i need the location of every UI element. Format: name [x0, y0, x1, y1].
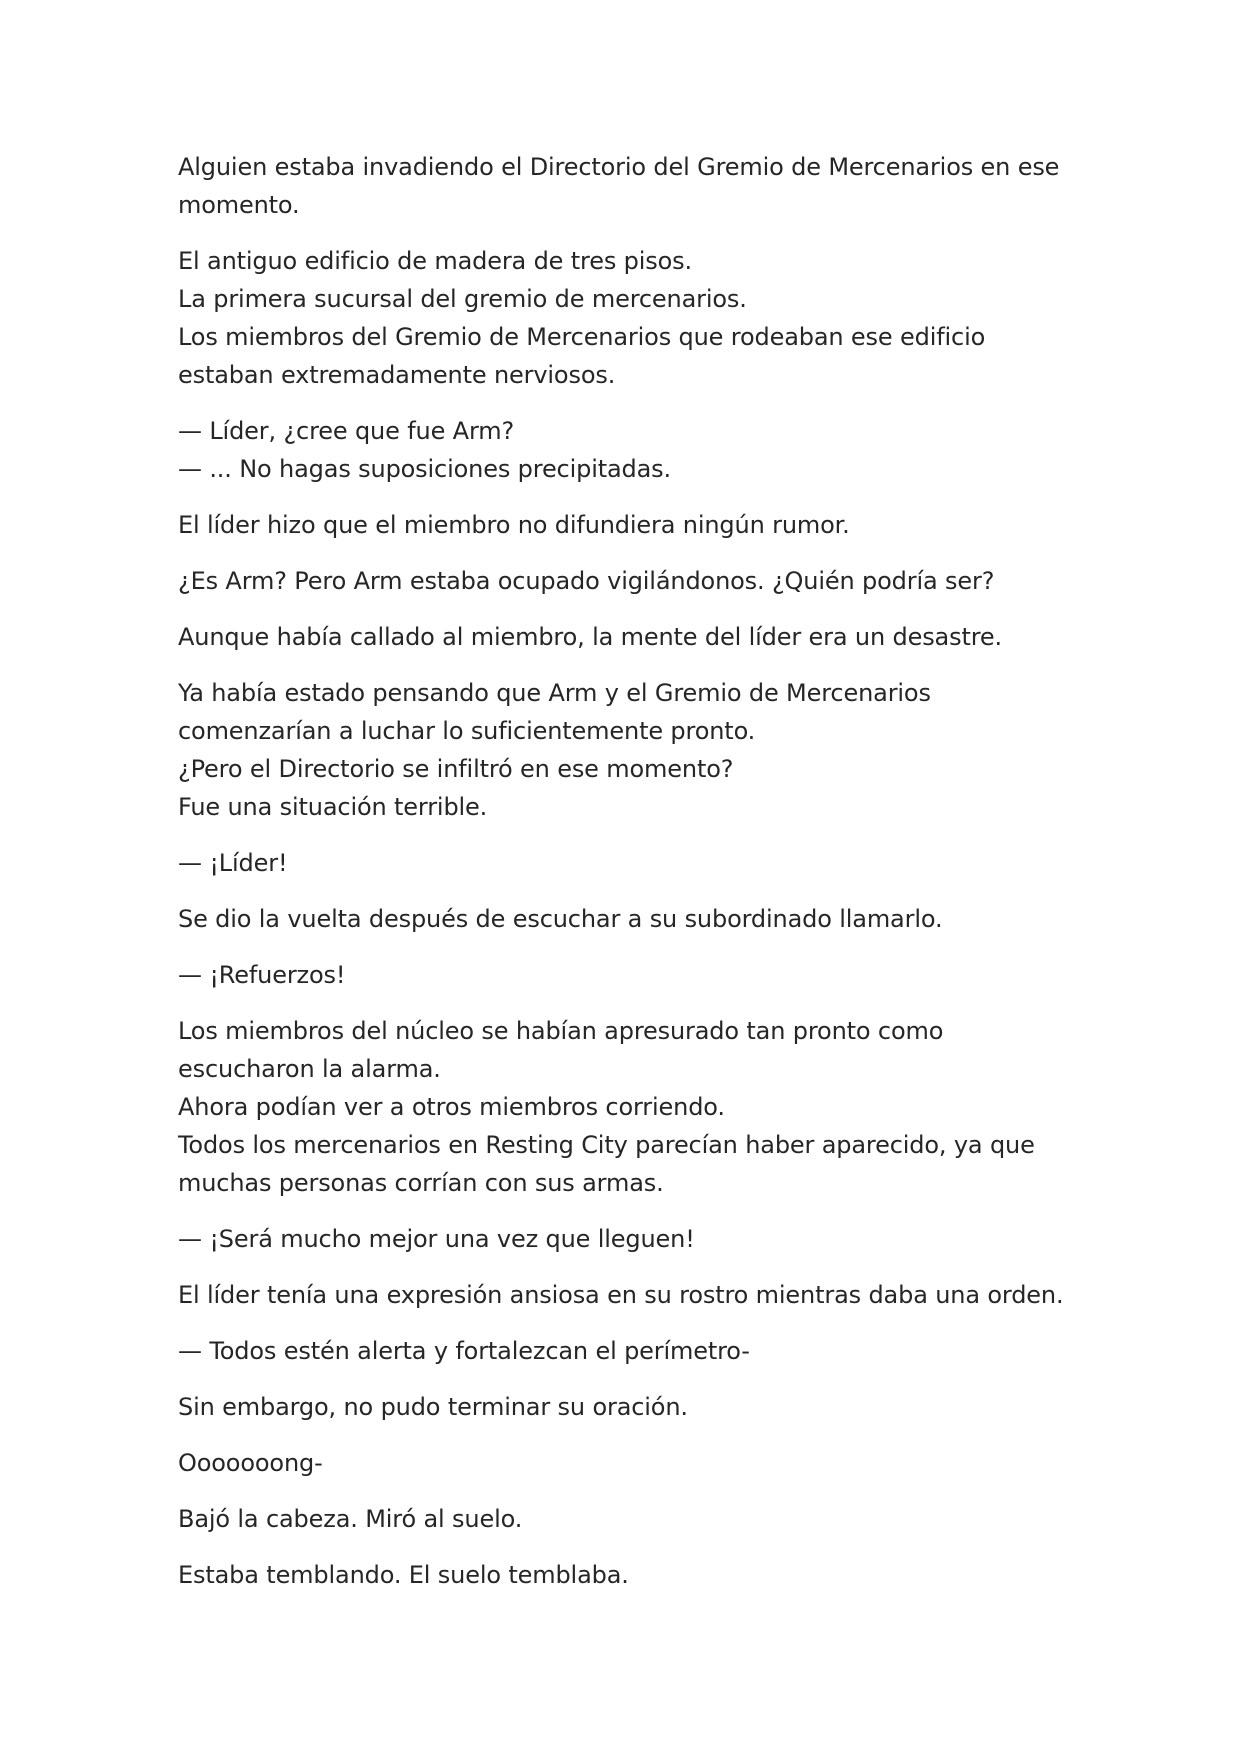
paragraph	[178, 900, 1078, 938]
text-line: Aunque había callado al miembro, la mente del líder era un desastre.	[178, 623, 1003, 651]
sound-effect-paragraph	[178, 1444, 1078, 1482]
paragraph	[178, 1556, 1078, 1594]
dialogue-line: — Líder, ¿cree que fue Arm?	[178, 417, 515, 445]
paragraph	[178, 1388, 1078, 1426]
paragraph	[178, 618, 1078, 656]
paragraph	[178, 562, 1078, 600]
dialogue-paragraph	[178, 956, 1078, 994]
paragraph	[178, 674, 1078, 826]
dialogue-line: — ¡Refuerzos!	[178, 961, 346, 989]
text-line: muchas personas corrían con sus armas.	[178, 1169, 664, 1197]
text-line: Todos los mercenarios en Resting City parecían haber aparecido, ya que	[178, 1131, 1035, 1159]
text-line: Ya había estado pensando que Arm y el Gremio de Mercenarios	[178, 679, 931, 707]
text-line: Los miembros del núcleo se habían apresurado tan pronto como	[178, 1017, 944, 1045]
dialogue-line: — ¡Líder!	[178, 849, 288, 877]
dialogue-line: — ... No hagas suposiciones precipitadas.	[178, 455, 672, 483]
text-line: ¿Pero el Directorio se infiltró en ese momento?	[178, 755, 734, 783]
dialogue-line: — Todos estén alerta y fortalezcan el perímetro-	[178, 1337, 750, 1365]
text-line: estaban extremadamente nerviosos.	[178, 361, 616, 389]
text-line: Ahora podían ver a otros miembros corriendo.	[178, 1093, 725, 1121]
paragraph	[178, 1500, 1078, 1538]
text-line: Los miembros del Gremio de Mercenarios que rodeaban ese edificio	[178, 323, 986, 351]
dialogue-paragraph	[178, 1332, 1078, 1370]
paragraph	[178, 148, 1078, 224]
text-line: Se dio la vuelta después de escuchar a su subordinado llamarlo.	[178, 905, 943, 933]
document-body	[178, 148, 1078, 1612]
dialogue-line: — ¡Será mucho mejor una vez que lleguen!	[178, 1225, 695, 1253]
text-line: comenzarían a luchar lo suficientemente pronto.	[178, 717, 756, 745]
text-line: escucharon la alarma.	[178, 1055, 441, 1083]
text-line: La primera sucursal del gremio de mercenarios.	[178, 285, 747, 313]
paragraph	[178, 242, 1078, 394]
paragraph	[178, 1276, 1078, 1314]
text-line: Ooooooong-	[178, 1449, 323, 1477]
dialogue-paragraph	[178, 1220, 1078, 1258]
text-line: Sin embargo, no pudo terminar su oración.	[178, 1393, 688, 1421]
paragraph	[178, 1012, 1078, 1202]
dialogue-paragraph	[178, 412, 1078, 488]
text-line: Estaba temblando. El suelo temblaba.	[178, 1561, 629, 1589]
text-line: El antiguo edificio de madera de tres pisos.	[178, 247, 692, 275]
text-line: Fue una situación terrible.	[178, 793, 488, 821]
dialogue-paragraph	[178, 844, 1078, 882]
text-line: El líder hizo que el miembro no difundiera ningún rumor.	[178, 511, 850, 539]
text-line: ¿Es Arm? Pero Arm estaba ocupado vigilándonos. ¿Quién podría ser?	[178, 567, 995, 595]
text-line: Bajó la cabeza. Miró al suelo.	[178, 1505, 523, 1533]
text-line: momento.	[178, 191, 300, 219]
text-line: Alguien estaba invadiendo el Directorio del Gremio de Mercenarios en ese	[178, 153, 1060, 181]
paragraph	[178, 506, 1078, 544]
text-line: El líder tenía una expresión ansiosa en su rostro mientras daba una orden.	[178, 1281, 1064, 1309]
